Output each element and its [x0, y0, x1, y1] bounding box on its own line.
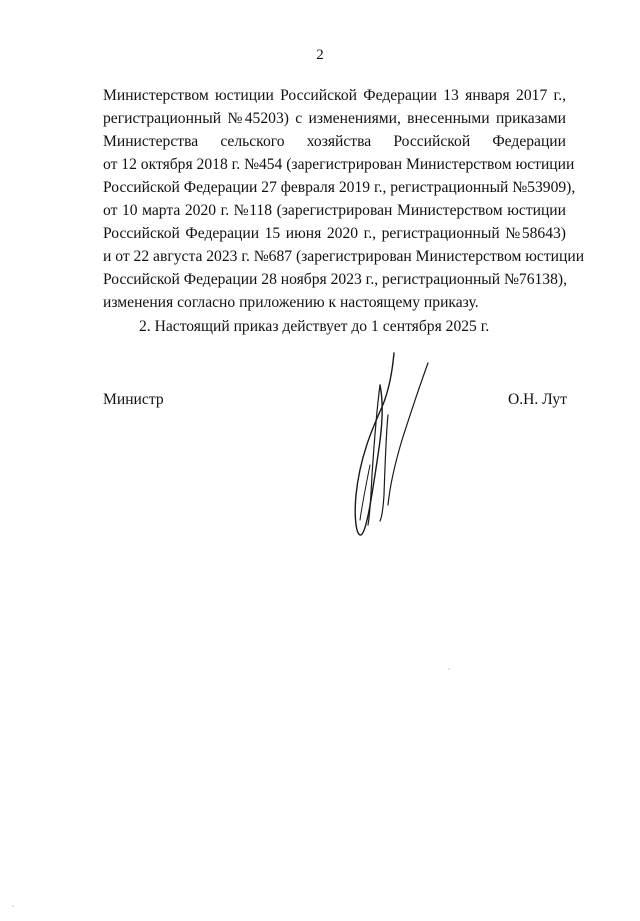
scan-speck	[12, 905, 14, 907]
body-line-7: Российской Федерации 15 июня 2020 г., регистрационный №58643)	[103, 225, 566, 242]
signatory-role: Министр	[103, 391, 164, 408]
page-number: 2	[316, 47, 324, 63]
body-line-5: Российской Федерации 27 февраля 2019 г., регистрационный №53909),	[103, 179, 576, 196]
body-line-6: от 10 марта 2020 г. №118 (зарегистрирован Министерством юстиции	[103, 202, 566, 219]
handwritten-signature	[330, 345, 440, 545]
scan-speck	[448, 668, 450, 670]
paragraph-2: 2. Настоящий приказ действует до 1 сентября 2025 г.	[139, 318, 490, 335]
signatory-name: О.Н. Лут	[507, 391, 567, 408]
body-line-4: от 12 октября 2018 г. №454 (зарегистрирован Министерством юстиции	[103, 156, 575, 173]
body-line-9: Российской Федерации 28 ноября 2023 г., регистрационный №76138),	[103, 271, 567, 288]
body-line-10: изменения согласно приложению к настоящему приказу.	[103, 294, 479, 311]
body-line-3: Министерства сельского хозяйства Российской Федерации	[103, 133, 566, 150]
body-line-2: регистрационный №45203) с изменениями, внесенными приказами	[103, 110, 566, 127]
body-line-8: и от 22 августа 2023 г. №687 (зарегистрирован Министерством юстиции	[103, 248, 585, 265]
body-line-1: Министерством юстиции Российской Федерации 13 января 2017 г.,	[103, 87, 566, 104]
